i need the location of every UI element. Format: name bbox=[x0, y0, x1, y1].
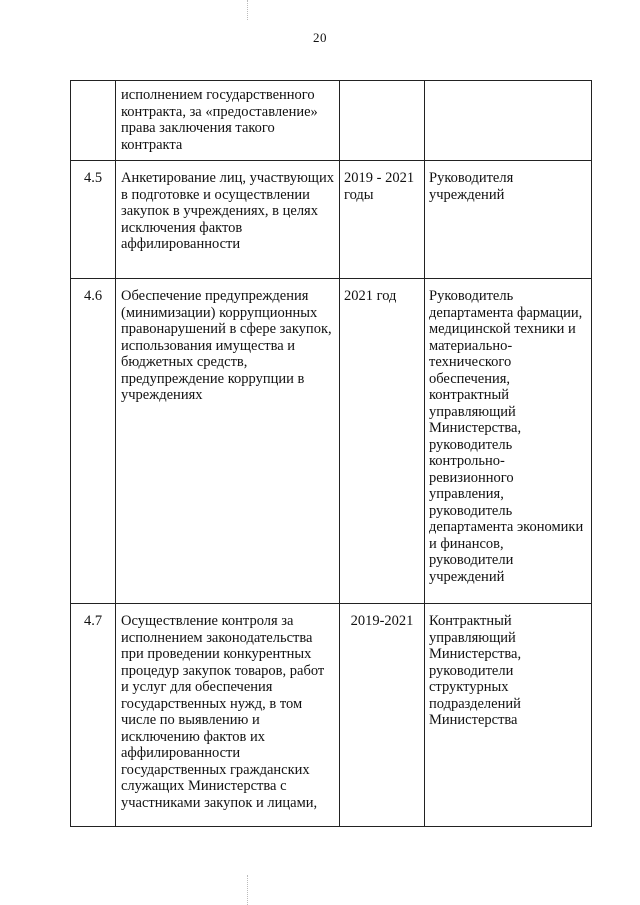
table-row bbox=[71, 279, 592, 604]
period-cell bbox=[340, 81, 425, 161]
item-number: 4.5 bbox=[71, 161, 116, 279]
item-number bbox=[71, 81, 116, 161]
table-row bbox=[71, 161, 592, 279]
scan-fold-line-top bbox=[247, 0, 248, 20]
period-cell: 2019-2021 bbox=[340, 604, 425, 827]
scan-fold-line-bottom bbox=[247, 875, 248, 905]
responsible-cell: Контрактный управляющий Министерства, руководители структурных подразделений Министерства bbox=[425, 604, 592, 827]
measure-text: Обеспечение предупреждения (минимизации) коррупционных правонарушений в сфере закупок, использования имущества и бюджетных средств, предупреждение коррупции в учреждениях bbox=[116, 279, 340, 604]
table-row bbox=[71, 604, 592, 827]
measure-text: исполнением государственного контракта, за «предоставление» права заключения такого контракта bbox=[116, 81, 340, 161]
measure-text: Осуществление контроля за исполнением законодательства при проведении конкурентных процедур закупок товаров, работ и услуг для обеспечения государственных нужд, в том числе по выявлению и исключению фактов их аффилированности государственных гражданских служащих Министерства с участниками закупок и лицами, bbox=[116, 604, 340, 827]
period-cell: 2019 - 2021 годы bbox=[340, 161, 425, 279]
responsible-cell: Руководитель департамента фармации, медицинской техники и материально-технического обеспечения, контрактный управляющий Министерства, руководитель контрольно-ревизионного управления, руководитель департамента экономики и финансов, руководители учреждений bbox=[425, 279, 592, 604]
measure-text: Анкетирование лиц, участвующих в подготовке и осуществлении закупок в учреждениях, в целях исключения фактов аффилированности bbox=[116, 161, 340, 279]
page-number: 20 bbox=[313, 30, 327, 45]
item-number: 4.6 bbox=[71, 279, 116, 604]
measures-table bbox=[70, 80, 592, 827]
item-number: 4.7 bbox=[71, 604, 116, 827]
table-row bbox=[71, 81, 592, 161]
period-cell: 2021 год bbox=[340, 279, 425, 604]
responsible-cell bbox=[425, 81, 592, 161]
responsible-cell: Руководителя учреждений bbox=[425, 161, 592, 279]
